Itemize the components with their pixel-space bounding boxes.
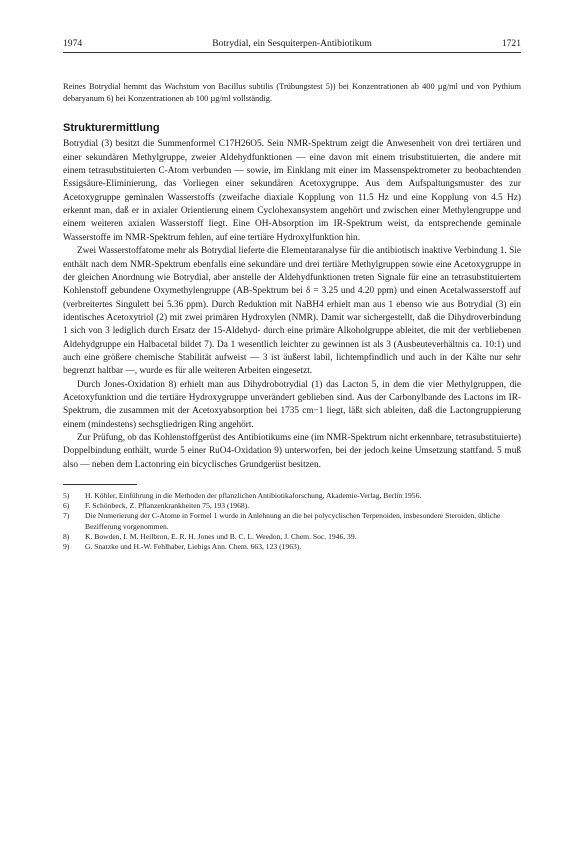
journal-page [63,38,521,552]
footnote-text: G. Snatzke und H.-W. Fehlhaber, Liebigs Ann. Chem. 663, 123 (1963). [85,542,302,552]
body-paragraph-4: Zur Prüfung, ob das Kohlenstoffgerüst des Antibiotikums eine (im NMR-Spektrum nicht erkennbare, tetrasubstituierte) Doppelbindung enthält, wurde 5 einer RuO4-Oxidation 9) unterworfen, bei der jedoch keine Umsetzung stattfand. 5 muß also — neben dem Lactonring ein bicyclisches Grundgerüst besitzen. [63,432,521,470]
footnote-item [63,542,521,552]
footnote-mark: 7) [63,511,70,521]
footnote-divider [63,484,137,485]
footnote-item [63,491,521,501]
footnote-text: Die Numerierung der C-Atome in Formel 1 wurde in Anlehnung an die bei polycyclischen Terpenoiden, insbesondere Steroiden, übliche Bezifferung vorgenommen. [85,511,501,531]
footnote-item [63,501,521,511]
abstract-paragraph: Reines Botrydial hemmt das Wachstum von Bacillus subtilis (Trübungstest 5)) bei Konzentrationen ab 400 µg/ml und von Pythium debaryanum 6) bei Konzentrationen ab 100 µg/ml vollständig. [63,82,521,104]
header-page-number: 1721 [501,38,521,49]
footnote-mark: 6) [63,501,70,511]
header-title: Botrydial, ein Sesquiterpen-Antibiotikum [212,38,372,49]
header-year: 1974 [63,38,83,49]
section-heading: Strukturermittlung [63,122,160,135]
footnote-mark: 8) [63,531,70,541]
footnote-text: F. Schönbeck, Z. Pflanzenkrankheiten 75, 193 (1968). [85,501,250,511]
footnote-item [63,532,521,542]
body-paragraph-3: Durch Jones-Oxidation 8) erhielt man aus Dihydrobotrydial (1) das Lacton 5, in dem die vier Methylgruppen, die Acetoxyfunktion und die tertiäre Hydroxygruppe unverändert geblieben sind. Aus der Carbonylbande des Lactons im IR-Spektrum, die zusammen mit der Acetoxyabsorption bei 1735 cm−1 liegt, läßt sich ableiten, daß die Lactongruppierung einem (mindestens) sechsgliedrigen Ring angehört. [63,379,521,430]
footnote-text: K. Bowden, I. M. Heilbron, E. R. H. Jones und B. C. L. Weedon, J. Chem. Soc. 1946, 39. [85,531,357,541]
footnote-mark: 9) [63,542,70,552]
footnote-text: H. Köhler, Einführung in die Methoden der pflanzlichen Antibiotikaforschung, Akademie-Verlag, Berlin 1956. [85,491,422,500]
body-paragraph-2: Zwei Wasserstoffatome mehr als Botrydial lieferte die Elementaranalyse für die antibiotisch inaktive Verbindung 1. Sie enthält nach dem NMR-Spektrum ebenfalls eine sekundäre und drei tertiäre Methylgruppen sowie eine Acetoxygruppe in der gleichen Anordnung wie Botrydial, aber anstelle der Aldehydfunktionen treten Signale für eine an tetrasubstituiertem Kohlenstoff gebundene Oxymethylengruppe (AB-Spektrum bei δ = 3.25 und 4.20 ppm) und einen Acetalwasserstoff auf (verbreitertes Singulett bei 5.36 ppm). Durch Reduktion mit NaBH4 erhielt man aus 1 ebenso wie aus Botrydial (3) ein identisches Acetoxytriol (2) mit zwei primären Hydroxylen (NMR). Damit war sichergestellt, daß die Dihydroverbindung 1 sich von 3 lediglich durch Ersatz der 15-Aldehyd- durch eine primäre Alkoholgruppe ableitet, die mit der verbliebenen Aldehydgruppe ein Halbacetal bildet 7). Da 1 wesentlich leichter zu gewinnen ist als 3 (Ausbeuteverhältnis ca. 10:1) und auch eine größere chemische Stabilität aufweist — 3 ist äußerst labil, lichtempfindlich und auch in der Kälte nur sehr begrenzt haltbar —, wurde es für alle weiteren Arbeiten eingesetzt. [63,246,521,377]
footnote-item [63,511,521,531]
body-paragraph-1: Botrydial (3) besitzt die Summenformel C17H26O5. Sein NMR-Spektrum zeigt die Anwesenheit von drei tertiären und einer sekundären Methylgruppe, zweier Aldehydfunktionen — eine davon mit einem trisubstituierten, die andere mit einem tetrasubstituierten C-Atom verbunden — sowie, im Einklang mit einer im Massenspektrometer zu beobachtenden Essigsäure-Eliminierung, das Vorliegen einer sekundären Acetoxygruppe. Aus dem Aufspaltungsmuster des zur Acetoxygruppe geminalen Wasserstoffs (zweifache diaxiale Kopplung von 11.5 Hz und eine Kopplung von 4.5 Hz) erkennt man, daß er in axialer Orientierung einem Cyclohexansystem angehört und zwischen einer Methylengruppe und einem weiteren axialen Wasserstoff liegt. Eine OH-Absorption im IR-Spektrum weist, da entsprechende geminale Wasserstoffe im NMR-Spektrum fehlen, auf eine tertiäre Hydroxylfunktion hin. [63,139,521,243]
footnotes [63,491,521,552]
running-header [63,38,521,53]
footnote-mark: 5) [63,491,70,500]
